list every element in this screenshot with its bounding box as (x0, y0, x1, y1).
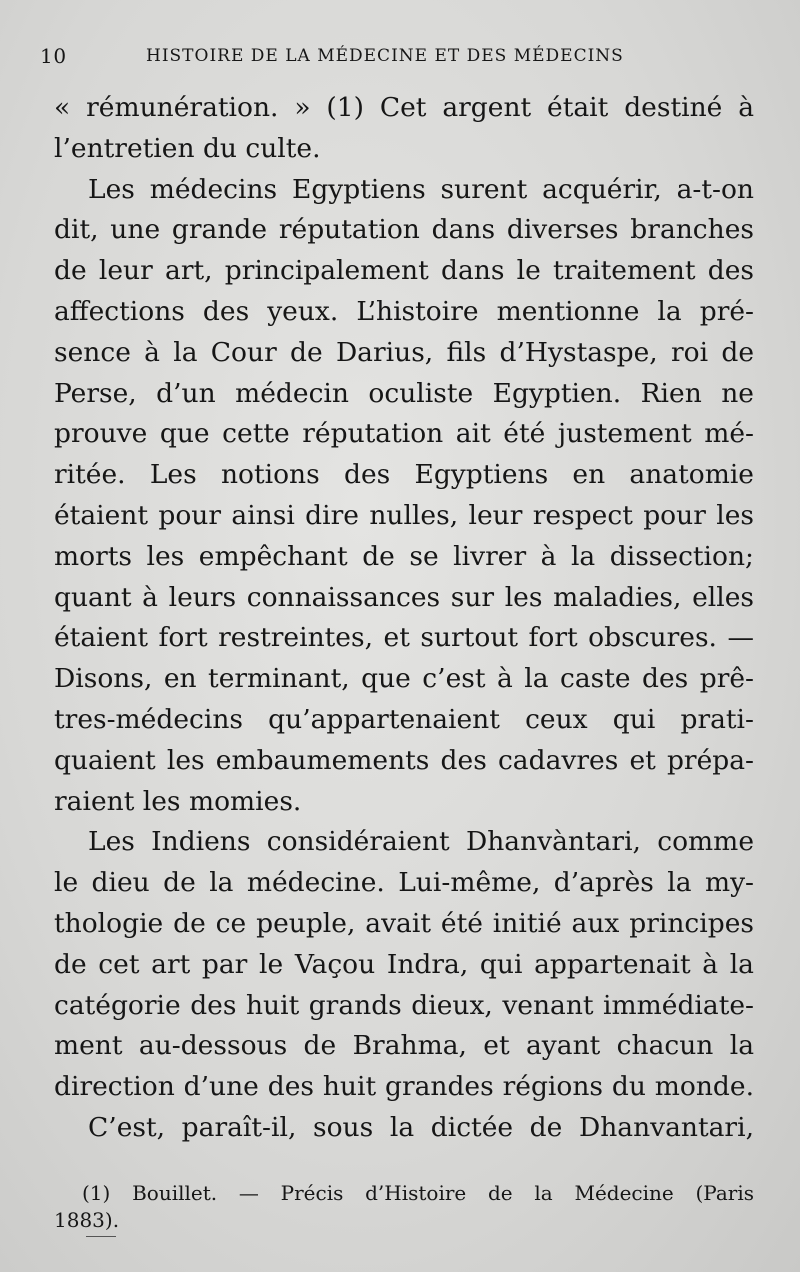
text-line: direction d’une des huit grandes régions du monde. (54, 1071, 754, 1103)
text-line: Les médecins Egyptiens surent acquérir, a-t-on (88, 173, 754, 205)
page-header (40, 44, 760, 74)
text-line: raient les momies. (54, 785, 302, 817)
text-line: tres-médecins qu’appartenaient ceux qui prati- (54, 703, 754, 735)
page-number: 10 (40, 44, 67, 68)
text-line: dit, une grande réputation dans diverses branches (54, 214, 754, 246)
footnote-line: 1883). (54, 1208, 120, 1232)
body-text (54, 88, 754, 1149)
text-line: le dieu de la médecine. Lui-même, d’après la my- (54, 867, 754, 899)
text-line: C’est, paraît-il, sous la dictée de Dhanvantari, (88, 1111, 754, 1143)
text-line: affections des yeux. L’histoire mentionne la pré- (54, 295, 754, 327)
footnote (54, 1180, 754, 1234)
text-line: Les Indiens considéraient Dhanvàntari, comme (88, 826, 754, 858)
text-line: morts les empêchant de se livrer à la dissection; (54, 540, 754, 572)
text-line: « rémunération. » (1) Cet argent était destiné à (54, 92, 754, 123)
text-line: de cet art par le Vaçou Indra, qui appartenait à la (54, 948, 754, 980)
text-line: ment au-dessous de Brahma, et ayant chacun la (54, 1030, 754, 1062)
text-line: prouve que cette réputation ait été justement mé- (54, 418, 754, 450)
footnote-rule (86, 1236, 116, 1237)
text-line: sence à la Cour de Darius, fils d’Hystaspe, roi de (54, 336, 754, 368)
text-line: catégorie des huit grands dieux, venant immédiate- (54, 989, 754, 1021)
text-line: ritée. Les notions des Egyptiens en anatomie (54, 459, 754, 491)
text-line: étaient pour ainsi dire nulles, leur respect pour les (54, 499, 754, 531)
text-line: étaient fort restreintes, et surtout fort obscures. — (54, 622, 754, 654)
footnote-line: (1) Bouillet. — Précis d’Histoire de la Médecine (Paris (82, 1181, 754, 1205)
text-line: l’entretien du culte. (54, 132, 321, 164)
text-line: Perse, d’un médecin oculiste Egyptien. Rien ne (54, 377, 754, 409)
text-line: de leur art, principalement dans le traitement des (54, 255, 754, 287)
text-line: quaient les embaumements des cadavres et prépa- (54, 744, 754, 776)
text-line: Disons, en terminant, que c’est à la caste des prê- (54, 663, 754, 695)
text-line: thologie de ce peuple, avait été initié aux principes (54, 907, 754, 939)
text-line: quant à leurs connaissances sur les maladies, elles (54, 581, 754, 613)
running-title: HISTOIRE DE LA MÉDECINE ET DES MÉDECINS (146, 46, 624, 66)
